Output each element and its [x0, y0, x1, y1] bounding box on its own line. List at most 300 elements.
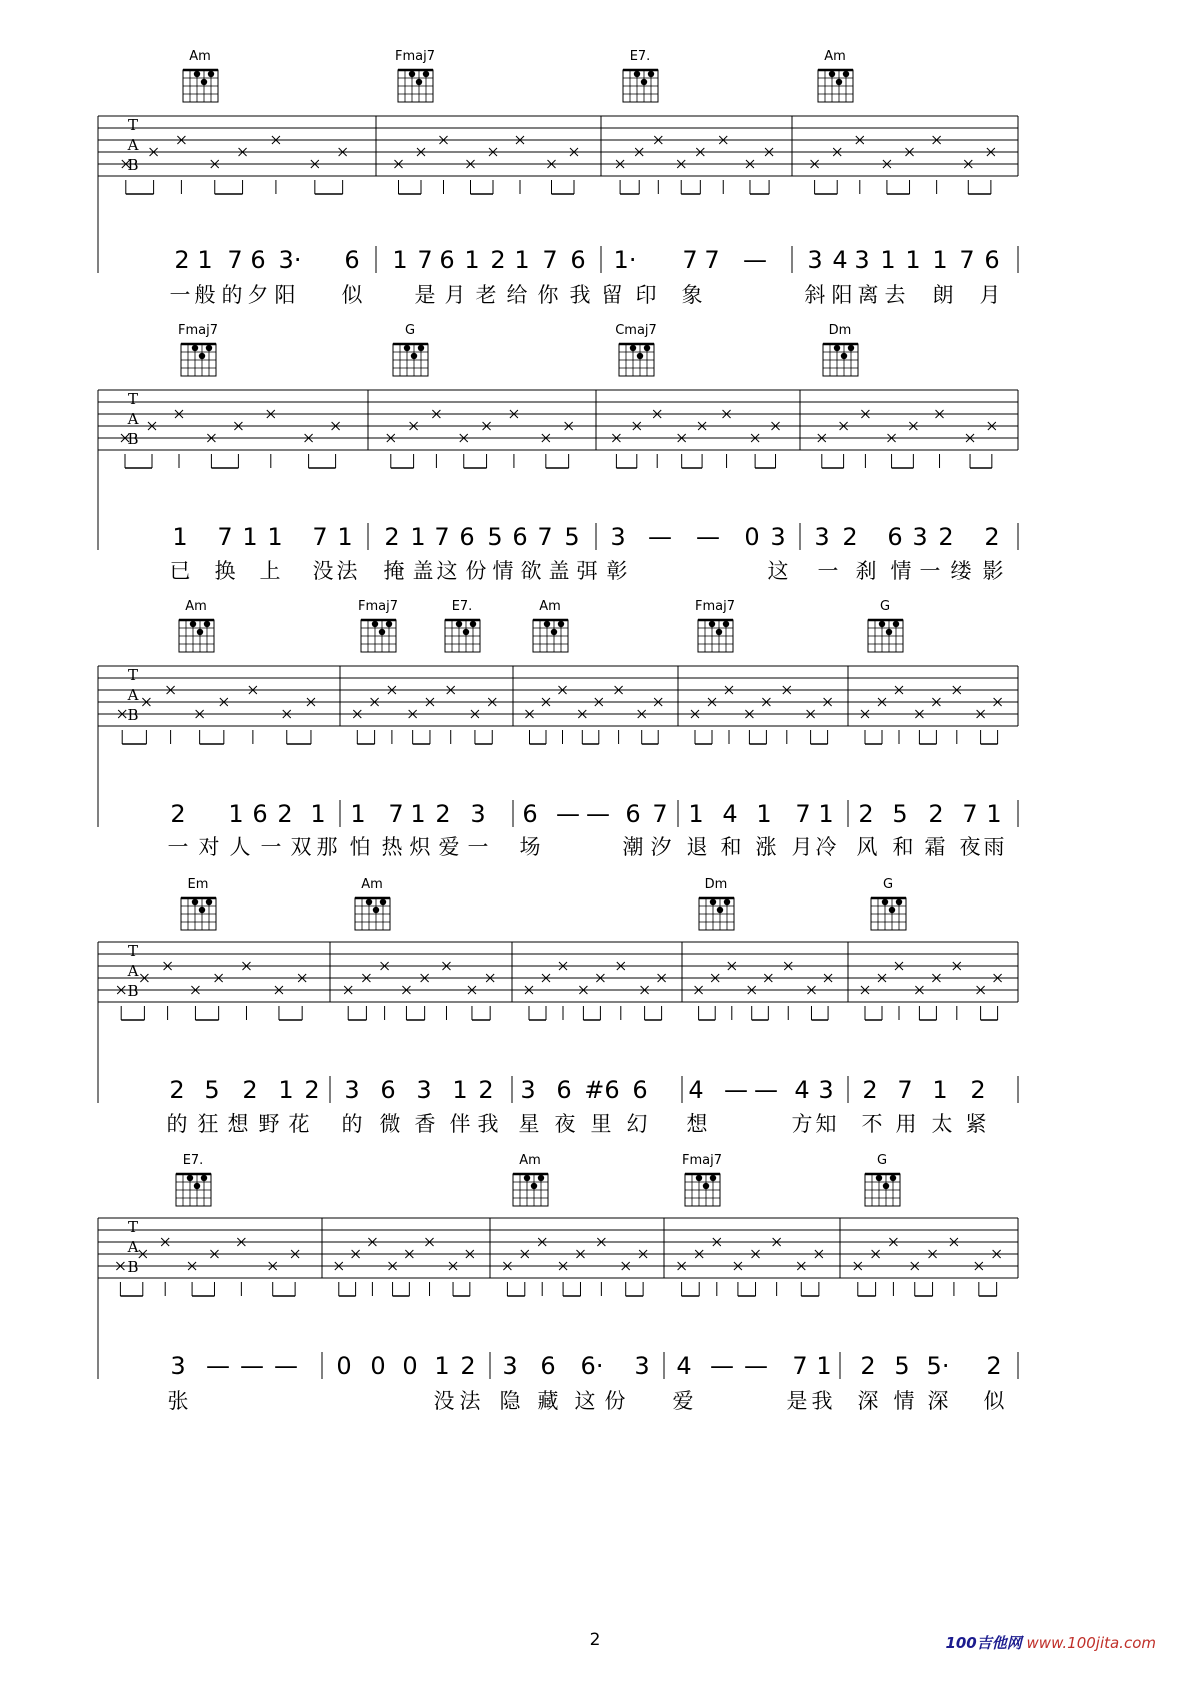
jianpu-note: 0	[744, 523, 760, 551]
jianpu-note: 7	[537, 523, 553, 551]
lyric-char: 一	[467, 835, 489, 859]
site-watermark	[945, 1632, 1156, 1653]
lyric-char: 离	[857, 283, 879, 307]
finger-dot	[208, 71, 214, 77]
tab-label: T	[127, 942, 139, 960]
lyric-char: 上	[259, 559, 281, 583]
jianpu-note: 2	[169, 1076, 185, 1104]
tab-label: A	[127, 410, 139, 428]
lyric-char: 弭	[576, 559, 598, 583]
lyric-char: 一	[919, 559, 941, 583]
jianpu-note: 6	[887, 523, 903, 551]
lyric-char: 情	[890, 559, 912, 583]
tab-label: B	[127, 1258, 139, 1276]
jianpu-note: 5	[892, 800, 908, 828]
chord-name: Fmaj7	[695, 599, 735, 614]
jianpu-note: 7	[417, 246, 433, 274]
finger-dot	[456, 621, 462, 627]
lyric-char: 那	[316, 835, 338, 859]
jianpu-note: 5	[564, 523, 580, 551]
chord-diagram	[699, 877, 734, 930]
jianpu-note: —	[743, 246, 767, 274]
jianpu-note: 2	[970, 1076, 986, 1104]
lyric-char: 用	[895, 1112, 917, 1136]
jianpu-note: 6·	[580, 1352, 604, 1380]
lyric-char: 潮	[622, 835, 644, 859]
system	[98, 877, 1018, 1136]
lyric-char: 是	[414, 283, 436, 307]
finger-dot	[411, 353, 417, 359]
lyric-char: 欲	[520, 559, 542, 583]
finger-dot	[386, 621, 392, 627]
jianpu-note: 6	[250, 246, 266, 274]
lyric-char: 星	[518, 1112, 540, 1136]
jianpu-note: 1	[228, 800, 244, 828]
lyric-char: 微	[379, 1112, 401, 1136]
jianpu-note: 3	[610, 523, 626, 551]
lyric-char: 去	[884, 283, 906, 307]
finger-dot	[463, 629, 469, 635]
lyric-char: 的	[166, 1112, 188, 1136]
lyric-char: 这	[574, 1389, 596, 1413]
chord-name: Am	[824, 49, 846, 64]
finger-dot	[716, 629, 722, 635]
chord-name: G	[876, 1153, 888, 1168]
chord-diagram	[695, 599, 735, 652]
chord-diagram	[178, 323, 218, 376]
jianpu-note: 1	[880, 246, 896, 274]
finger-dot	[404, 345, 410, 351]
jianpu-note: 3	[520, 1076, 536, 1104]
jianpu-note: 1	[688, 800, 704, 828]
finger-dot	[544, 621, 550, 627]
jianpu-note: 0	[402, 1352, 418, 1380]
lyric-char: 幻	[626, 1112, 648, 1136]
lyric-char: 影	[982, 559, 1004, 583]
chord-name: Fmaj7	[682, 1153, 722, 1168]
lyric-char: 印	[635, 283, 657, 307]
finger-dot	[531, 1183, 537, 1189]
jianpu-note: —	[710, 1352, 734, 1380]
lyric-char: 盖	[548, 559, 570, 583]
jianpu-note: 1	[816, 1352, 832, 1380]
finger-dot	[366, 899, 372, 905]
finger-dot	[194, 71, 200, 77]
lyric-char: 对	[198, 835, 220, 859]
lyric-char: 象	[681, 283, 703, 307]
jianpu-note: 4	[688, 1076, 704, 1104]
lyric-char: 伴	[449, 1112, 471, 1136]
lyric-char: 已	[169, 559, 191, 583]
jianpu-note: —	[586, 800, 610, 828]
chord-diagram	[395, 49, 435, 102]
jianpu-note: 1	[242, 523, 258, 551]
lyric-char: 野	[258, 1112, 280, 1136]
finger-dot	[551, 629, 557, 635]
finger-dot	[380, 899, 386, 905]
finger-dot	[836, 79, 842, 85]
finger-dot	[199, 907, 205, 913]
jianpu-note: 1	[756, 800, 772, 828]
finger-dot	[416, 79, 422, 85]
tab-label: T	[127, 666, 139, 684]
lyric-char: 香	[414, 1112, 436, 1136]
lyric-char: 我	[477, 1112, 499, 1136]
chord-name: G	[404, 323, 416, 338]
finger-dot	[841, 353, 847, 359]
jianpu-note: 7	[897, 1076, 913, 1104]
finger-dot	[724, 899, 730, 905]
lyric-char: 深	[857, 1389, 879, 1413]
jianpu-note: 7	[652, 800, 668, 828]
chord-name: Fmaj7	[395, 49, 435, 64]
jianpu-note: 7	[962, 800, 978, 828]
chord-diagram	[615, 323, 657, 376]
lyric-char: 月	[979, 283, 1001, 307]
lyric-char: 和	[892, 835, 914, 859]
jianpu-note: —	[556, 800, 580, 828]
jianpu-note: 2	[938, 523, 954, 551]
chord-diagram	[393, 323, 428, 376]
lyric-char: 朗	[932, 283, 954, 307]
lyric-char: 阳	[274, 283, 296, 307]
jianpu-note: 6	[556, 1076, 572, 1104]
jianpu-note: 7	[388, 800, 404, 828]
finger-dot	[201, 79, 207, 85]
jianpu-note: 3	[470, 800, 486, 828]
jianpu-note: 2	[304, 1076, 320, 1104]
tab-label: B	[127, 982, 139, 1000]
jianpu-note: 2	[174, 246, 190, 274]
jianpu-note: 3	[344, 1076, 360, 1104]
finger-dot	[883, 1183, 889, 1189]
finger-dot	[848, 345, 854, 351]
lyric-char: 方	[791, 1112, 813, 1136]
finger-dot	[524, 1175, 530, 1181]
finger-dot	[893, 621, 899, 627]
jianpu-note: 1	[932, 246, 948, 274]
finger-dot	[418, 345, 424, 351]
finger-dot	[409, 71, 415, 77]
jianpu-note: 3	[912, 523, 928, 551]
lyric-char: 夜	[554, 1112, 576, 1136]
jianpu-note: 6	[625, 800, 641, 828]
watermark-brand: 100吉他网	[945, 1634, 1022, 1652]
jianpu-note: 7	[682, 246, 698, 274]
chord-name: Fmaj7	[358, 599, 398, 614]
chord-name: E7.	[629, 49, 651, 64]
jianpu-note: 3·	[278, 246, 302, 274]
jianpu-note: 4	[676, 1352, 692, 1380]
jianpu-note: 5	[487, 523, 503, 551]
jianpu-note: 2	[478, 1076, 494, 1104]
chord-diagram	[176, 1153, 211, 1206]
lyric-char: 换	[214, 559, 236, 583]
lyric-char: 这	[436, 559, 458, 583]
finger-dot	[843, 71, 849, 77]
jianpu-note: 7	[792, 1352, 808, 1380]
lyric-char: 爱	[672, 1389, 694, 1413]
lyric-char: 掩	[383, 559, 405, 583]
finger-dot	[876, 1175, 882, 1181]
lyric-char: 汐	[650, 835, 672, 859]
lyric-char: 风	[856, 835, 878, 859]
chord-diagram	[358, 599, 398, 652]
lyric-char: 斜	[804, 283, 826, 307]
jianpu-note: 1	[267, 523, 283, 551]
jianpu-note: 7	[959, 246, 975, 274]
lyric-char: 夕	[247, 283, 269, 307]
jianpu-note: 2	[986, 1352, 1002, 1380]
finger-dot	[538, 1175, 544, 1181]
lyric-char: 双	[290, 835, 312, 859]
jianpu-note: 6	[570, 246, 586, 274]
lyric-char: 太	[931, 1112, 953, 1136]
lyric-char: 般	[194, 283, 216, 307]
jianpu-note: 7	[227, 246, 243, 274]
jianpu-note: 1	[410, 800, 426, 828]
finger-dot	[373, 907, 379, 913]
chord-name: Dm	[704, 877, 728, 892]
lyric-char: 热	[381, 835, 403, 859]
finger-dot	[192, 345, 198, 351]
system	[98, 599, 1018, 859]
lyric-char: 我	[569, 283, 591, 307]
chord-name: E7.	[182, 1153, 204, 1168]
lyric-char: 我	[811, 1389, 833, 1413]
finger-dot	[194, 1183, 200, 1189]
lyric-char: 没	[433, 1389, 455, 1413]
lyric-char: 一	[260, 835, 282, 859]
lyric-char: 这	[767, 559, 789, 583]
lyric-char: 份	[465, 559, 487, 583]
chord-diagram	[623, 49, 658, 102]
lyric-char: 场	[519, 835, 541, 859]
tab-label: A	[127, 136, 139, 154]
tab-label: B	[127, 156, 139, 174]
jianpu-note: 6	[984, 246, 1000, 274]
lyric-char: 一	[169, 283, 191, 307]
jianpu-note: 6	[522, 800, 538, 828]
finger-dot	[558, 621, 564, 627]
jianpu-note: 0	[336, 1352, 352, 1380]
lyric-char: 炽	[409, 835, 431, 859]
chord-diagram	[871, 877, 906, 930]
finger-dot	[834, 345, 840, 351]
finger-dot	[703, 1183, 709, 1189]
lyric-char: 法	[459, 1389, 481, 1413]
tab-label: A	[127, 962, 139, 980]
jianpu-note: —	[744, 1352, 768, 1380]
lyric-char: 月	[444, 283, 466, 307]
finger-dot	[204, 621, 210, 627]
jianpu-note: 2	[862, 1076, 878, 1104]
lyric-char: 知	[815, 1112, 837, 1136]
lyric-char: 给	[506, 283, 528, 307]
jianpu-note: 7	[217, 523, 233, 551]
jianpu-note: —	[754, 1076, 778, 1104]
jianpu-note: 2	[384, 523, 400, 551]
tab-label: T	[127, 1218, 139, 1236]
jianpu-note: 6	[344, 246, 360, 274]
jianpu-note: 1	[818, 800, 834, 828]
finger-dot	[648, 71, 654, 77]
lyric-char: 的	[341, 1112, 363, 1136]
tab-label: B	[127, 706, 139, 724]
chord-name: Cmaj7	[615, 323, 657, 338]
jianpu-note: 2	[984, 523, 1000, 551]
lyric-char: 缕	[950, 559, 972, 583]
finger-dot	[717, 907, 723, 913]
jianpu-note: 6	[540, 1352, 556, 1380]
jianpu-note: 7	[312, 523, 328, 551]
finger-dot	[630, 345, 636, 351]
tab-label: A	[127, 686, 139, 704]
lyric-char: 一	[817, 559, 839, 583]
lyric-char: 老	[475, 283, 497, 307]
lyric-char: 花	[288, 1112, 310, 1136]
lyric-char: 涨	[755, 835, 777, 859]
chord-name: G	[879, 599, 891, 614]
finger-dot	[882, 899, 888, 905]
finger-dot	[641, 79, 647, 85]
lyric-char: 张	[167, 1389, 189, 1413]
jianpu-note: 5	[894, 1352, 910, 1380]
jianpu-note: 1	[905, 246, 921, 274]
lyric-char: 一	[167, 835, 189, 859]
lyric-char: 想	[227, 1112, 249, 1136]
tab-label: B	[127, 430, 139, 448]
tab-label: A	[127, 1238, 139, 1256]
lyric-char: 情	[492, 559, 514, 583]
chord-diagram	[445, 599, 480, 652]
finger-dot	[886, 629, 892, 635]
lyric-char: 爱	[438, 835, 460, 859]
jianpu-note: —	[240, 1352, 264, 1380]
finger-dot	[829, 71, 835, 77]
chord-name: Am	[519, 1153, 541, 1168]
jianpu-note: 2	[928, 800, 944, 828]
chord-name: Fmaj7	[178, 323, 218, 338]
finger-dot	[379, 629, 385, 635]
lyric-char: 紧	[965, 1112, 987, 1136]
chord-diagram	[682, 1153, 722, 1206]
jianpu-note: 2	[490, 246, 506, 274]
jianpu-note: 3	[634, 1352, 650, 1380]
jianpu-note: 6	[512, 523, 528, 551]
lyric-char: 没	[312, 559, 334, 583]
finger-dot	[470, 621, 476, 627]
jianpu-note: 0	[370, 1352, 386, 1380]
jianpu-note: 1	[278, 1076, 294, 1104]
jianpu-note: 5	[204, 1076, 220, 1104]
watermark-url: www.100jita.com	[1026, 1634, 1156, 1652]
lyric-char: 雨	[983, 835, 1005, 859]
finger-dot	[637, 353, 643, 359]
jianpu-note: —	[724, 1076, 748, 1104]
finger-dot	[206, 345, 212, 351]
jianpu-note: 6	[439, 246, 455, 274]
jianpu-note: 2	[277, 800, 293, 828]
jianpu-note: 2	[842, 523, 858, 551]
chord-name: G	[882, 877, 894, 892]
jianpu-note: 1·	[613, 246, 637, 274]
jianpu-note: 1	[392, 246, 408, 274]
finger-dot	[192, 899, 198, 905]
jianpu-note: —	[696, 523, 720, 551]
finger-dot	[710, 1175, 716, 1181]
finger-dot	[889, 907, 895, 913]
page-number: 2	[589, 1630, 601, 1650]
lyric-char: 份	[604, 1389, 626, 1413]
jianpu-note: 7	[434, 523, 450, 551]
jianpu-note: 1	[986, 800, 1002, 828]
lyric-char: 月	[791, 835, 813, 859]
system	[98, 323, 1018, 583]
chord-name: Em	[187, 877, 209, 892]
lyric-char: 彰	[606, 559, 628, 583]
jianpu-note: 1	[464, 246, 480, 274]
lyric-char: 夜	[959, 835, 981, 859]
finger-dot	[372, 621, 378, 627]
finger-dot	[709, 621, 715, 627]
finger-dot	[634, 71, 640, 77]
lyric-char: 似	[341, 283, 363, 307]
lyric-char: 里	[590, 1112, 612, 1136]
lyric-char: 留	[601, 283, 623, 307]
jianpu-note: #6	[584, 1076, 620, 1104]
lyric-char: 情	[893, 1389, 915, 1413]
jianpu-note: 3	[770, 523, 786, 551]
finger-dot	[197, 629, 203, 635]
tab-label: T	[127, 390, 139, 408]
lyric-char: 似	[983, 1389, 1005, 1413]
jianpu-note: 3	[814, 523, 830, 551]
chord-diagram	[181, 877, 216, 930]
jianpu-note: 1	[514, 246, 530, 274]
tab-label: T	[127, 116, 139, 134]
finger-dot	[423, 71, 429, 77]
finger-dot	[190, 621, 196, 627]
chord-name: E7.	[451, 599, 473, 614]
chord-name: Am	[361, 877, 383, 892]
finger-dot	[201, 1175, 207, 1181]
finger-dot	[723, 621, 729, 627]
lyric-char: 退	[686, 835, 708, 859]
jianpu-note: 1	[337, 523, 353, 551]
jianpu-note: 6	[459, 523, 475, 551]
lyric-char: 藏	[537, 1389, 559, 1413]
jianpu-note: 5·	[926, 1352, 950, 1380]
lyric-char: 怕	[349, 835, 371, 859]
chord-diagram	[823, 323, 858, 376]
system	[98, 49, 1018, 307]
lyric-char: 深	[927, 1389, 949, 1413]
jianpu-note: 1	[350, 800, 366, 828]
jianpu-note: —	[274, 1352, 298, 1380]
jianpu-note: 7	[795, 800, 811, 828]
chord-name: Am	[185, 599, 207, 614]
lyric-char: 人	[229, 835, 251, 859]
lyric-char: 霜	[924, 835, 946, 859]
lyric-char: 法	[336, 559, 358, 583]
jianpu-note: 1	[197, 246, 213, 274]
jianpu-note: 1	[172, 523, 188, 551]
jianpu-note: 3	[502, 1352, 518, 1380]
jianpu-note: 7	[542, 246, 558, 274]
jianpu-note: 2	[170, 800, 186, 828]
finger-dot	[896, 899, 902, 905]
